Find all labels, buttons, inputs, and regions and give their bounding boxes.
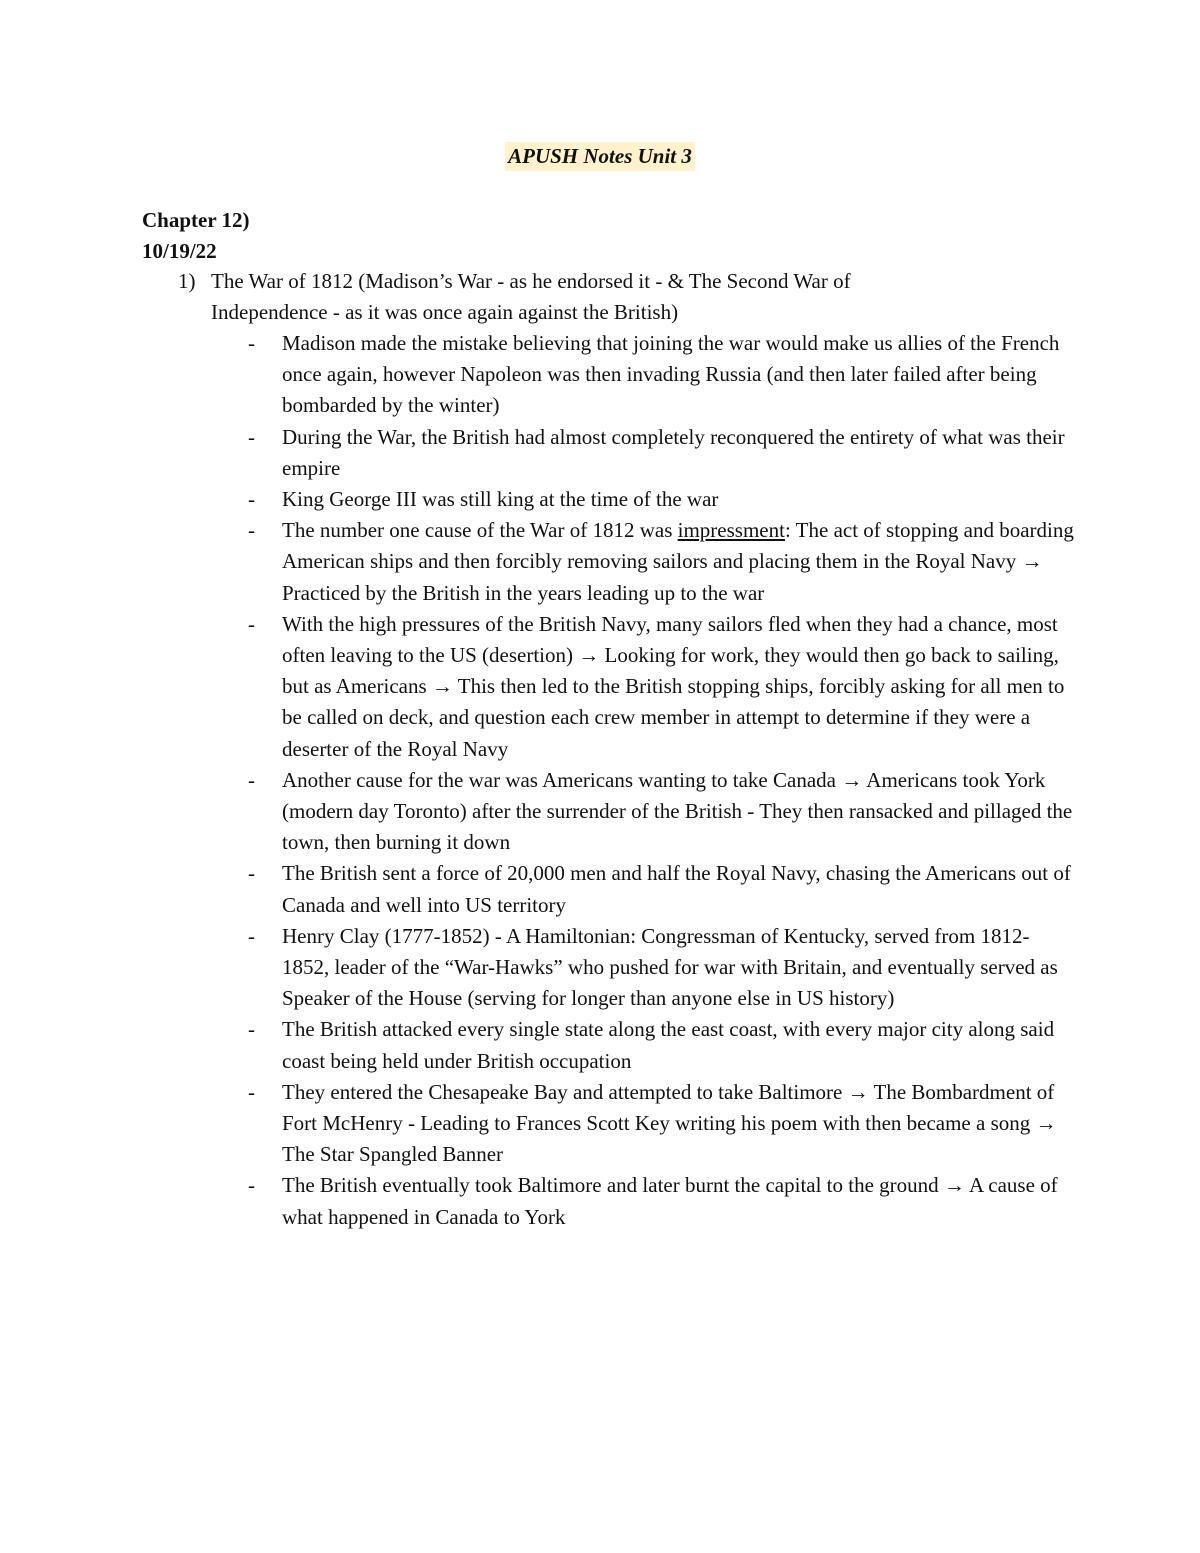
bullet-dash: - bbox=[248, 331, 255, 355]
bullet-dash: - bbox=[248, 1173, 255, 1198]
bullet-dash: - bbox=[248, 923, 255, 948]
list-item bbox=[246, 422, 1076, 484]
bullet-dash: - bbox=[248, 861, 255, 886]
list-item bbox=[246, 515, 1076, 609]
title-container bbox=[0, 142, 1200, 171]
list-item bbox=[246, 765, 1076, 859]
item-number: 1) bbox=[178, 269, 196, 293]
list-item bbox=[246, 1077, 1076, 1171]
bullet-dash: - bbox=[248, 611, 255, 636]
chapter-heading: Chapter 12) bbox=[142, 208, 250, 232]
list-item bbox=[246, 1170, 1076, 1232]
bullet-text: The British sent a force of 20,000 men and half the Royal Navy, chasing the Americans out of Canada and well into US territory bbox=[282, 861, 1071, 917]
bullet-list bbox=[246, 328, 1076, 1233]
bullet-dash: - bbox=[248, 518, 255, 543]
list-item bbox=[246, 328, 1076, 422]
bullet-text: Madison made the mistake believing that joining the war would make us allies of the French once again, however Napoleon was then invading Russia (and then later failed after being bombarded by the winter) bbox=[282, 331, 1060, 418]
item-text: The War of 1812 (Madison’s War - as he endorsed it - & The Second War of Independence - as it was once again against the British) bbox=[211, 269, 851, 324]
bullet-text: They entered the Chesapeake Bay and attempted to take Baltimore → The Bombardment of Fort McHenry - Leading to Frances Scott Key writing his poem with then became a song → The Star Spangled Banner bbox=[282, 1079, 1057, 1167]
list-item bbox=[246, 484, 1076, 515]
bullet-dash: - bbox=[248, 487, 255, 512]
bullet-text: With the high pressures of the British Navy, many sailors fled when they had a chance, most often leaving to the US (desertion) → Looking for work, they would then go back to sailing, but as Americans → This then led to the British stopping ships, forcibly asking for all men to be called on deck, and question each crew member in attempt to determine if they were a deserter of the Royal Navy bbox=[282, 611, 1065, 761]
bullet-dash: - bbox=[248, 1079, 255, 1104]
bullet-text-before: The number one cause of the War of 1812 was bbox=[282, 518, 678, 543]
bullet-text: During the War, the British had almost completely reconquered the entirety of what was their empire bbox=[282, 424, 1065, 480]
bullet-text: Another cause for the war was Americans wanting to take Canada → Americans took York (modern day Toronto) after the surrender of the British - They then ransacked and pillaged the town, then burning it down bbox=[282, 767, 1073, 855]
bullet-text-after: : The act of stopping and boarding American ships and then forcibly removing sailors and placing them in the Royal Navy → Practiced by the British in the years leading up to the war bbox=[282, 518, 1074, 605]
bullet-text: The British eventually took Baltimore and later burnt the capital to the ground → A cause of what happened in Canada to York bbox=[282, 1173, 1058, 1229]
bullet-dash: - bbox=[248, 767, 255, 792]
bullet-text: The British attacked every single state along the east coast, with every major city along said coast being held under British occupation bbox=[282, 1017, 1055, 1073]
page-title: APUSH Notes Unit 3 bbox=[505, 142, 695, 171]
list-item bbox=[246, 858, 1076, 920]
bullet-text: Henry Clay (1777-1852) - A Hamiltonian: Congressman of Kentucky, served from 1812-1852, leader of the “War-Hawks” who pushed for war with Britain, and eventually served as Speaker of the House (serving for longer than anyone else in US history) bbox=[282, 923, 1058, 1011]
list-item bbox=[246, 609, 1076, 765]
list-item bbox=[246, 1014, 1076, 1076]
bullet-dash: - bbox=[248, 424, 255, 449]
bullet-text: King George III was still king at the time of the war bbox=[282, 487, 719, 512]
list-item bbox=[246, 921, 1076, 1015]
bullet-dash: - bbox=[248, 1017, 255, 1042]
date-heading: 10/19/22 bbox=[142, 239, 217, 263]
underlined-term: impressment bbox=[677, 518, 785, 543]
